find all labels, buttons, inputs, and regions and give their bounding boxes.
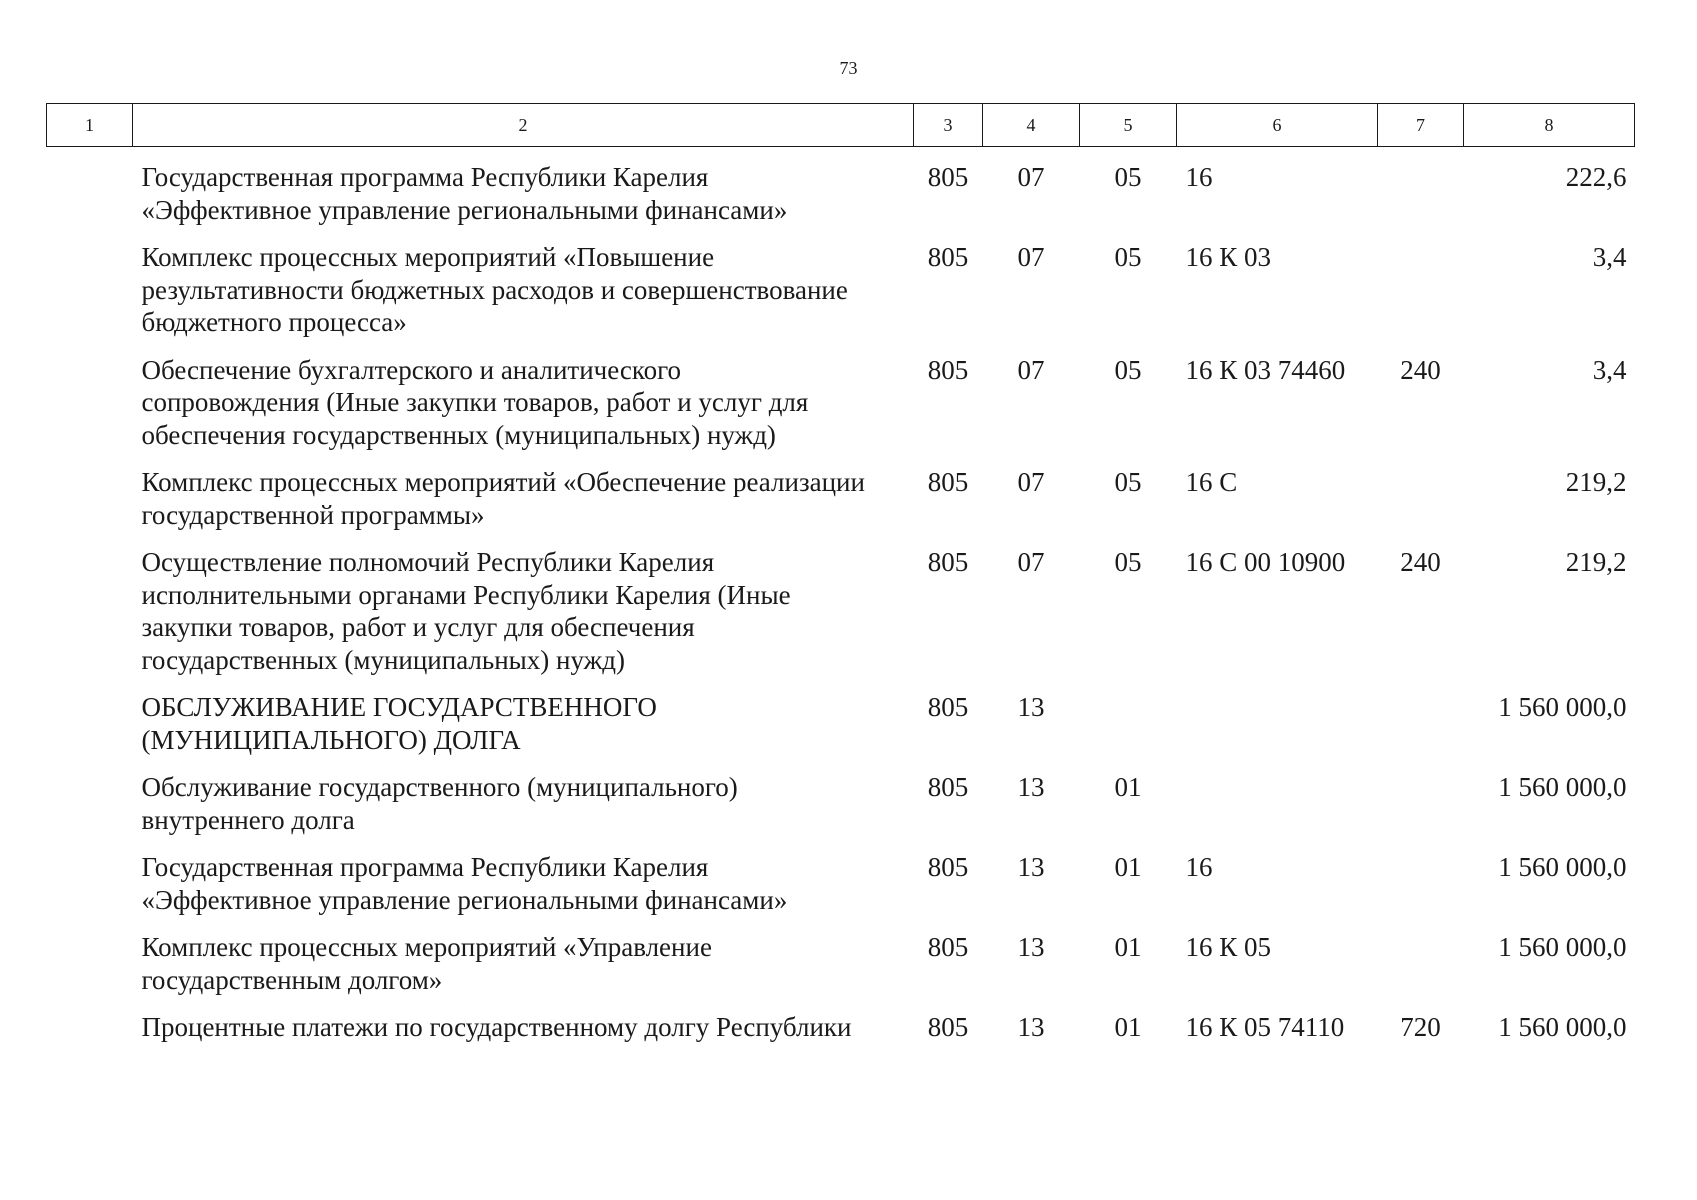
row-description	[47, 851, 914, 931]
amount: 219,2	[1565, 547, 1627, 577]
description-line: государственным долгом»	[141, 964, 443, 995]
row-description	[47, 691, 914, 771]
header-col-4: 4	[983, 104, 1080, 147]
description-line: исполнительными органами Республики Карелия (Иные	[141, 579, 791, 610]
description-line: «Эффективное управление региональными финансами»	[141, 884, 788, 915]
description-line: Государственная программа Республики Карелия	[141, 162, 709, 192]
description-line: Осуществление полномочий Республики Карелия	[141, 547, 715, 577]
target-article-code	[1177, 691, 1378, 771]
grbs-code: 805	[927, 932, 969, 962]
target-article-code: 16 С 00 10900	[1185, 547, 1346, 577]
table-row	[47, 771, 1635, 851]
table-body	[47, 147, 1635, 1059]
row-description	[47, 931, 914, 1011]
grbs-code: 805	[927, 772, 969, 802]
target-article-code: 16 К 03	[1185, 242, 1272, 272]
description-line: бюджетного процесса»	[141, 307, 407, 337]
grbs-code: 805	[927, 354, 969, 385]
expense-type-code	[1378, 466, 1464, 546]
section-code: 13	[1017, 772, 1045, 802]
grbs-code: 805	[927, 162, 969, 192]
grbs-code: 805	[927, 852, 969, 882]
subsection-code: 05	[1114, 467, 1142, 497]
expense-type-code	[1378, 241, 1464, 354]
expense-type-code	[1378, 851, 1464, 931]
amount: 3,4	[1592, 242, 1627, 272]
target-article-code: 16 С	[1185, 467, 1238, 497]
section-code: 07	[1017, 162, 1045, 192]
subsection-code: 01	[1114, 1012, 1142, 1042]
page-number: 73	[839, 58, 858, 78]
section-code: 13	[1017, 692, 1045, 722]
description-line: обеспечения государственных (муниципальных) нужд)	[141, 419, 776, 450]
row-description	[47, 466, 914, 546]
row-description	[47, 771, 914, 851]
description-line: Обслуживание государственного (муниципального)	[141, 772, 738, 802]
target-article-code	[1177, 771, 1378, 851]
table-row	[47, 354, 1635, 467]
expense-type-code	[1378, 931, 1464, 1011]
row-description	[47, 147, 914, 242]
header-col-2: 2	[133, 104, 914, 147]
grbs-code: 805	[927, 242, 969, 272]
header-col-1: 1	[47, 104, 133, 147]
subsection-code: 01	[1114, 852, 1142, 882]
section-code: 13	[1017, 1012, 1045, 1042]
header-col-5: 5	[1080, 104, 1177, 147]
description-line: государственной программы»	[141, 499, 485, 530]
expense-type-code: 240	[1400, 547, 1441, 577]
description-line: сопровождения (Иные закупки товаров, работ и услуг для	[141, 387, 809, 417]
amount: 1 560 000,0	[1498, 692, 1627, 722]
description-line: Обеспечение бухгалтерского и аналитического	[141, 354, 682, 385]
grbs-code: 805	[927, 467, 969, 497]
amount: 222,6	[1565, 162, 1627, 192]
table-row	[47, 466, 1635, 546]
table-row	[47, 1011, 1635, 1059]
row-description	[47, 1011, 914, 1059]
subsection-code: 05	[1114, 354, 1142, 385]
section-code: 07	[1017, 242, 1045, 272]
section-code: 07	[1017, 547, 1045, 577]
description-line: государственных (муниципальных) нужд)	[141, 644, 626, 675]
table-row	[47, 931, 1635, 1011]
subsection-code: 01	[1114, 932, 1142, 962]
amount: 1 560 000,0	[1498, 1012, 1627, 1042]
section-code: 13	[1017, 852, 1045, 882]
description-line: внутреннего долга	[141, 804, 355, 835]
section-code: 07	[1017, 354, 1045, 385]
subsection-code: 01	[1114, 772, 1142, 802]
header-col-6: 6	[1177, 104, 1378, 147]
expense-type-code: 720	[1400, 1012, 1441, 1042]
description-line: результативности бюджетных расходов и совершенствование	[141, 274, 848, 305]
amount: 1 560 000,0	[1498, 772, 1627, 802]
table-row	[47, 147, 1635, 242]
grbs-code: 805	[927, 1012, 969, 1042]
subsection-code: 05	[1114, 547, 1142, 577]
header-col-8: 8	[1464, 104, 1635, 147]
target-article-code: 16 К 05	[1185, 932, 1272, 962]
subsection-code	[1080, 691, 1177, 771]
grbs-code: 805	[927, 547, 969, 577]
table-header	[47, 104, 1635, 147]
amount: 1 560 000,0	[1498, 852, 1627, 882]
subsection-code: 05	[1114, 242, 1142, 272]
budget-table	[46, 103, 1635, 1059]
description-line: Комплекс процессных мероприятий «Управление	[141, 932, 712, 962]
description-line: Комплекс процессных мероприятий «Повышение	[141, 242, 715, 272]
subsection-code: 05	[1114, 162, 1142, 192]
expense-type-code: 240	[1400, 354, 1441, 385]
expense-type-code	[1378, 147, 1464, 242]
target-article-code: 16	[1185, 852, 1213, 882]
description-line: ОБСЛУЖИВАНИЕ ГОСУДАРСТВЕННОГО	[141, 692, 657, 722]
table-row	[47, 691, 1635, 771]
target-article-code: 16 К 05 74110	[1185, 1012, 1345, 1042]
amount: 1 560 000,0	[1498, 932, 1627, 962]
target-article-code: 16	[1185, 162, 1213, 192]
table-row	[47, 851, 1635, 931]
header-row	[47, 104, 1635, 147]
amount: 219,2	[1565, 467, 1627, 497]
grbs-code: 805	[927, 692, 969, 722]
target-article-code: 16 К 03 74460	[1185, 354, 1346, 385]
expense-type-code	[1378, 771, 1464, 851]
row-description	[47, 546, 914, 691]
description-line: Процентные платежи по государственному долгу Республики	[141, 1012, 852, 1042]
description-line: Государственная программа Республики Карелия	[141, 852, 709, 882]
header-col-7: 7	[1378, 104, 1464, 147]
section-code: 07	[1017, 467, 1045, 497]
section-code: 13	[1017, 932, 1045, 962]
description-line: закупки товаров, работ и услуг для обеспечения	[141, 612, 695, 642]
row-description	[47, 354, 914, 467]
description-line: (МУНИЦИПАЛЬНОГО) ДОЛГА	[141, 724, 521, 755]
expense-type-code	[1378, 691, 1464, 771]
header-col-3: 3	[914, 104, 983, 147]
row-description	[47, 241, 914, 354]
table-row	[47, 546, 1635, 691]
description-line: «Эффективное управление региональными финансами»	[141, 194, 788, 225]
amount: 3,4	[1592, 354, 1627, 385]
table-row	[47, 241, 1635, 354]
description-line: Комплекс процессных мероприятий «Обеспечение реализации	[141, 467, 865, 497]
